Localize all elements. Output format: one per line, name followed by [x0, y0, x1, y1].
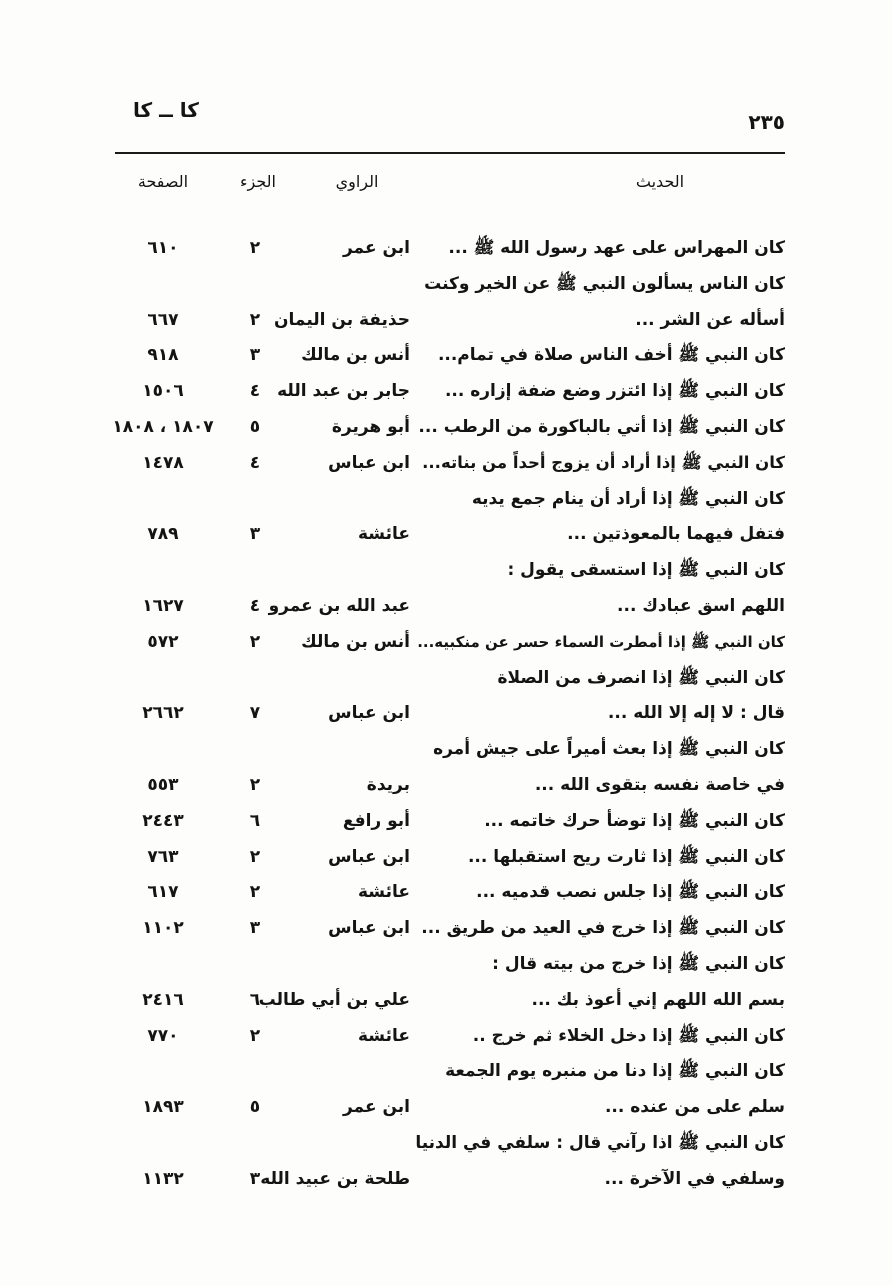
volume-number: ٢: [249, 309, 261, 330]
hadith-text: قال : لا إله إلا الله ...: [607, 703, 785, 724]
running-head: كا ــ كا: [133, 98, 199, 122]
index-row: [0, 337, 892, 373]
index-row: [0, 1161, 892, 1197]
volume-number: ٢: [249, 775, 261, 795]
index-row: [0, 409, 892, 445]
volume-number: ٢: [249, 846, 261, 867]
hadith-text: كان النبي ﷺ إذا دخل الخلاء ثم خرج ..: [472, 1025, 785, 1046]
hadith-text: كان النبي ﷺ إذا جلس نصب قدميه ...: [476, 882, 785, 903]
narrator-name: عائشة: [358, 1025, 410, 1046]
index-row: [0, 874, 892, 910]
page-number: ١١٠٢: [142, 918, 184, 939]
hadith-text: بسم الله اللهم إني أعوذ بك ...: [531, 989, 785, 1010]
page-number: ١٤٧٨: [142, 452, 184, 473]
index-row: [0, 946, 892, 982]
index-row: [0, 731, 892, 767]
page-number: ٥٧٢: [147, 631, 179, 652]
volume-number: ٢: [249, 238, 261, 258]
hadith-text: فتفل فيهما بالمعوذتين ...: [567, 524, 785, 545]
volume-number: ٤: [249, 381, 261, 402]
page-number: ٢٦٦٢: [142, 703, 184, 724]
index-row: [0, 1018, 892, 1054]
hadith-text: كان النبي ﷺ إذا أتي بالباكورة من الرطب ...: [418, 417, 785, 437]
page-number: ٧٧٠: [147, 1025, 179, 1046]
narrator-name: ابن عمر: [342, 238, 410, 258]
volume-number: ٦: [249, 989, 261, 1010]
narrator-name: حذيفة بن اليمان: [274, 309, 410, 330]
volume-number: ٤: [249, 452, 261, 473]
page-number: ٥٥٣: [147, 775, 179, 795]
hadith-text: كان النبي ﷺ أخف الناس صلاة في تمام...: [437, 345, 785, 366]
column-header-narrator: الراوي: [335, 172, 379, 191]
page-number: ٦١٠: [147, 238, 179, 258]
column-header-hadith: الحديث: [635, 172, 685, 191]
page-number: ١٨٩٣: [142, 1097, 184, 1118]
volume-number: ٣: [249, 345, 261, 366]
page-number: ٢٤٤٣: [142, 810, 184, 831]
volume-number: ٤: [249, 596, 261, 616]
hadith-text: كان النبي ﷺ إذا استسقى يقول :: [507, 560, 785, 581]
hadith-text: كان الناس يسألون النبي ﷺ عن الخير وكنت: [424, 273, 785, 294]
hadith-text: كان النبي ﷺ إذا بعث أميراً على جيش أمره: [433, 739, 785, 760]
volume-number: ٢: [249, 1025, 261, 1046]
page-number: ٦٦٧: [147, 309, 179, 330]
hadith-text: في خاصة نفسه بتقوى الله ...: [534, 775, 785, 795]
hadith-text: كان النبي ﷺ إذا انصرف من الصلاة: [497, 667, 785, 688]
narrator-name: عائشة: [358, 882, 410, 903]
page-number: ١٦٢٧: [142, 596, 184, 616]
page-number: ٧٨٩: [147, 524, 179, 545]
volume-number: ٣: [249, 524, 261, 545]
hadith-text: كان النبي ﷺ إذا ثارت ريح استقبلها ...: [467, 846, 785, 867]
index-row: [0, 302, 892, 338]
index-row: [0, 445, 892, 481]
narrator-name: ابن عباس: [328, 452, 410, 473]
hadith-text: كان النبي ﷺ إذا دنا من منبره يوم الجمعة: [445, 1061, 785, 1082]
narrator-name: ابن عباس: [328, 846, 410, 867]
narrator-name: ابن عباس: [328, 918, 410, 939]
volume-number: ٧: [249, 703, 261, 724]
narrator-name: أنس بن مالك: [301, 631, 410, 652]
narrator-name: ابن عباس: [328, 703, 410, 724]
hadith-text: اللهم اسق عبادك ...: [617, 596, 785, 616]
volume-number: ٥: [249, 417, 261, 437]
narrator-name: عائشة: [358, 524, 410, 545]
hadith-text: كان النبي ﷺ إذا خرج من بيته قال :: [492, 954, 785, 974]
index-row: [0, 230, 892, 266]
narrator-name: علي بن أبي طالب: [258, 989, 410, 1010]
index-row: [0, 1053, 892, 1089]
index-row: [0, 481, 892, 517]
index-row: [0, 1125, 892, 1161]
hadith-text: سلم على من عنده ...: [604, 1097, 785, 1118]
hadith-text: كان المهراس على عهد رسول الله ﷺ ...: [448, 238, 785, 258]
narrator-name: بريدة: [366, 775, 410, 795]
narrator-name: أبو رافع: [342, 810, 410, 831]
index-row: [0, 839, 892, 875]
narrator-name: عبد الله بن عمرو: [268, 596, 410, 616]
hadith-text: كان النبي ﷺ إذا أمطرت السماء حسر عن منكبيه...: [417, 632, 785, 651]
column-header-page: الصفحة: [137, 172, 189, 191]
index-row: [0, 767, 892, 803]
volume-number: ٣: [249, 918, 261, 939]
column-header-volume: الجزء: [240, 172, 276, 191]
hadith-text: أسأله عن الشر ...: [635, 309, 785, 330]
narrator-name: ابن عمر: [342, 1097, 410, 1118]
index-row: [0, 624, 892, 660]
index-row: [0, 910, 892, 946]
index-row: [0, 695, 892, 731]
hadith-text: كان النبي ﷺ اذا رآني قال : سلفي في الدنيا: [415, 1133, 785, 1153]
hadith-text: وسلفي في الآخرة ...: [604, 1168, 785, 1189]
index-row: [0, 266, 892, 302]
page-number: ٢٤١٦: [142, 989, 184, 1010]
narrator-name: أبو هريرة: [331, 417, 410, 437]
volume-number: ٢: [249, 882, 261, 903]
volume-number: ٥: [249, 1097, 261, 1118]
page-number: ١١٣٢: [142, 1168, 184, 1189]
page-number-header: ٢٣٥: [748, 110, 785, 134]
page-number: ١٨٠٧ ، ١٨٠٨: [112, 417, 214, 437]
narrator-name: أنس بن مالك: [301, 345, 410, 366]
page-number: ٧٦٣: [147, 846, 179, 867]
volume-number: ٢: [249, 631, 261, 652]
narrator-name: طلحة بن عبيد الله: [260, 1168, 410, 1189]
index-row: [0, 803, 892, 839]
index-row: [0, 588, 892, 624]
hadith-text: كان النبي ﷺ إذا أراد أن يزوج أحداً من بناته...: [422, 452, 785, 472]
volume-number: ٦: [249, 810, 261, 831]
page-number: ٦١٧: [147, 882, 179, 903]
hadith-text: كان النبي ﷺ إذا توضأ حرك خاتمه ...: [484, 810, 785, 831]
index-row: [0, 373, 892, 409]
page-number: ٩١٨: [147, 345, 179, 366]
hadith-text: كان النبي ﷺ إذا ائتزر وضع ضفة إزاره ...: [444, 381, 785, 402]
index-row: [0, 1089, 892, 1125]
index-row: [0, 516, 892, 552]
volume-number: ٣: [249, 1168, 261, 1189]
index-row: [0, 660, 892, 696]
index-row: [0, 982, 892, 1018]
page-number: ١٥٠٦: [142, 381, 184, 402]
hadith-text: كان النبي ﷺ إذا خرج في العيد من طريق ...: [421, 918, 785, 939]
index-row: [0, 552, 892, 588]
narrator-name: جابر بن عبد الله: [277, 381, 410, 402]
hadith-text: كان النبي ﷺ إذا أراد أن ينام جمع يديه: [471, 488, 785, 509]
